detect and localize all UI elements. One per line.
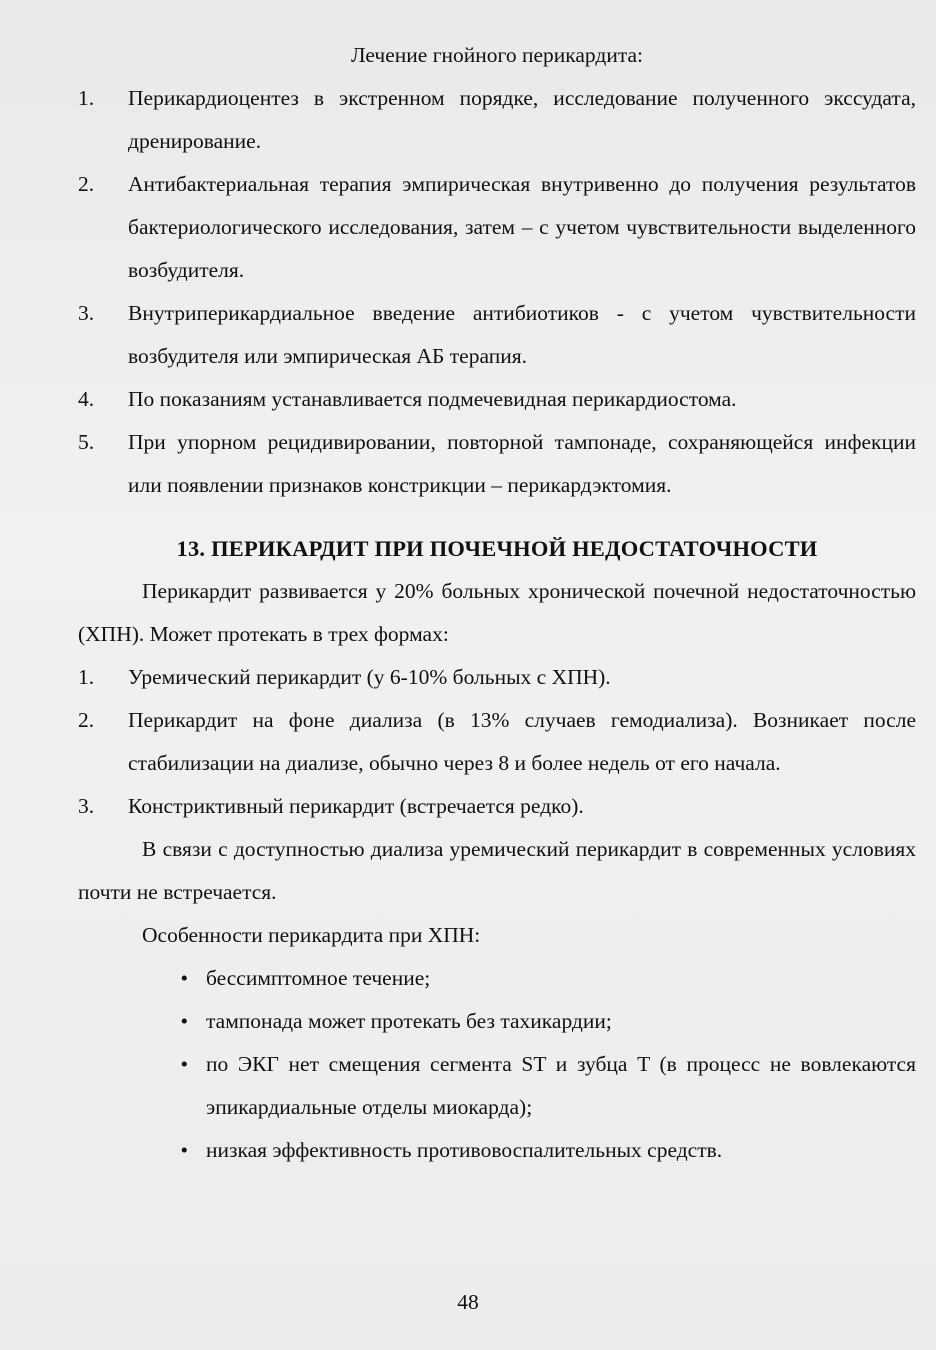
bullet-icon: •: [180, 966, 188, 990]
bullet-icon: •: [180, 1138, 188, 1162]
bullet-text: низкая эффективность противовоспалительных средств.: [206, 1138, 723, 1162]
note-paragraph: В связи с доступностью диализа уремический перикардит в современных условиях почти не встречается.: [78, 837, 916, 904]
list-item: [78, 77, 916, 163]
list-item: [78, 421, 916, 507]
list-text: При упорном рецидивировании, повторной тампонаде, сохраняющейся инфекции или появлении признаков констрикции – перикардэктомия.: [128, 430, 916, 497]
intro-paragraph: Перикардит развивается у 20% больных хронической почечной недостаточностью (ХПН). Может протекать в трех формах:: [78, 579, 916, 646]
list-text: Внутриперикардиальное введение антибиотиков - с учетом чувствительности возбудителя или эмпирическая АБ терапия.: [128, 301, 916, 368]
list-text: Уремический перикардит (у 6-10% больных с ХПН).: [128, 665, 611, 689]
list-text: Перикардит на фоне диализа (в 13% случаев гемодиализа). Возникает после стабилизации на диализе, обычно через 8 и более недель от его начала.: [128, 708, 916, 775]
list-number: 3.: [78, 794, 95, 818]
list-item: [78, 1043, 916, 1129]
list-number: 1.: [78, 86, 95, 110]
list-item: [78, 957, 916, 1000]
list-number: 4.: [78, 387, 95, 411]
page-number: 48: [457, 1290, 479, 1314]
list-item: [78, 1129, 916, 1172]
bullet-icon: •: [180, 1009, 188, 1033]
bullet-text: тампонада может протекать без тахикардии;: [206, 1009, 612, 1033]
list-item: [78, 292, 916, 378]
list-item: [78, 378, 916, 421]
list-number: 1.: [78, 665, 95, 689]
list-item: [78, 785, 916, 828]
list-item: [78, 1000, 916, 1043]
page-content: [78, 34, 916, 1172]
list-text: Перикардиоцентез в экстренном порядке, исследование полученного экссудата, дренирование.: [128, 86, 916, 153]
section-heading: 13. ПЕРИКАРДИТ ПРИ ПОЧЕЧНОЙ НЕДОСТАТОЧНОСТИ: [176, 536, 818, 561]
bullet-icon: •: [180, 1052, 188, 1076]
list-text: По показаниям устанавливается подмечевидная перикардиостома.: [128, 387, 737, 411]
list-number: 2.: [78, 172, 95, 196]
list-text: Антибактериальная терапия эмпирическая внутривенно до получения результатов бактериологического исследования, затем – с учетом чувствительности выделенного возбудителя.: [128, 172, 916, 282]
list-item: [78, 163, 916, 292]
list-item: [78, 656, 916, 699]
features-list: [78, 957, 916, 1172]
list-text: Констриктивный перикардит (встречается редко).: [128, 794, 584, 818]
list-number: 2.: [78, 708, 95, 732]
list-number: 5.: [78, 430, 95, 454]
list-item: [78, 699, 916, 785]
bullet-text: бессимптомное течение;: [206, 966, 431, 990]
bullet-text: по ЭКГ нет смещения сегмента ST и зубца T (в процесс не вовлекаются эпикардиальные отделы миокарда);: [206, 1052, 916, 1119]
treatment-subtitle: Лечение гнойного перикардита:: [350, 43, 644, 67]
features-title: Особенности перикардита при ХПН:: [142, 923, 481, 947]
list-number: 3.: [78, 301, 95, 325]
